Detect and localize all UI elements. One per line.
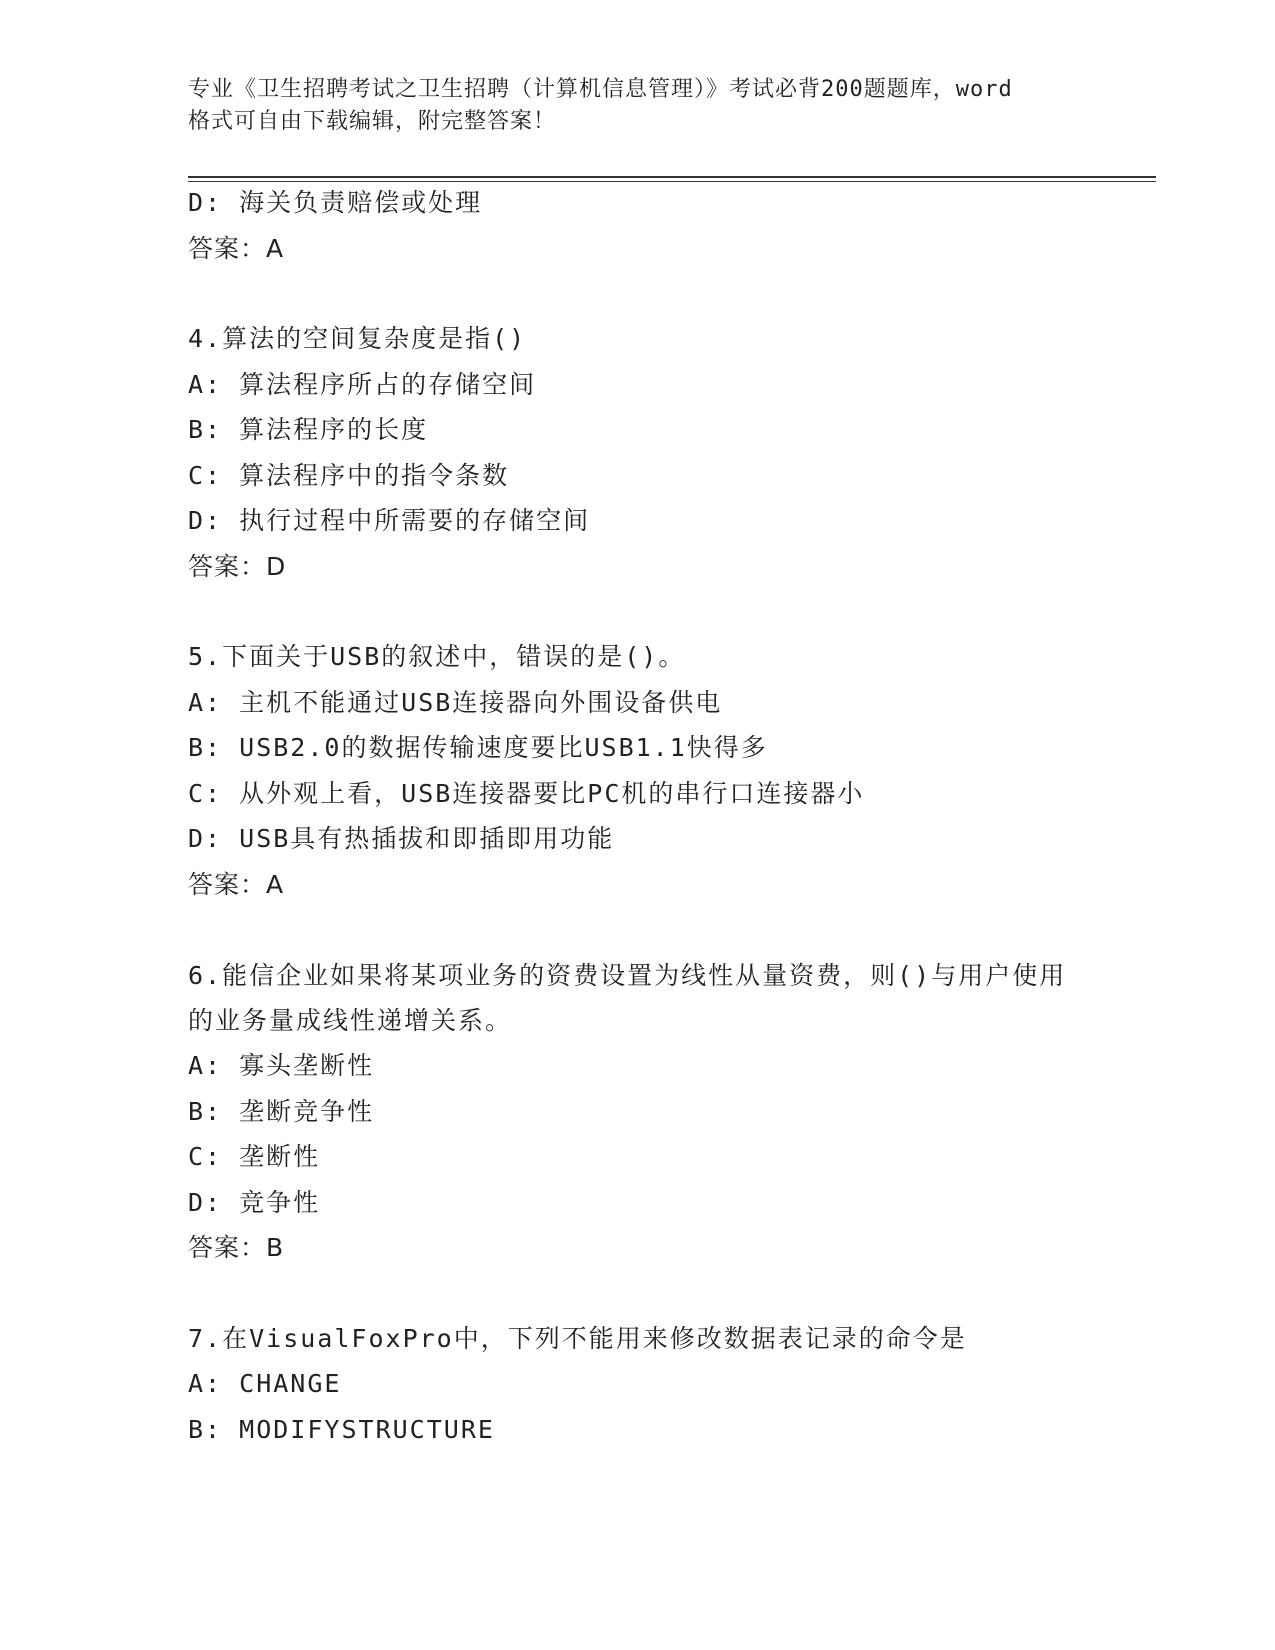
spacer — [188, 1279, 1088, 1324]
option-a: A: 寡头垄断性 — [188, 1051, 375, 1080]
option-c: C: 垄断性 — [188, 1142, 321, 1171]
question-stem: 7.在VisualFoxPro中，下列不能用来修改数据表记录的命令是 — [188, 1323, 967, 1353]
question-block-4 — [188, 324, 1088, 582]
header-divider-thin — [188, 181, 1156, 182]
answer-line: 答案：D — [188, 551, 287, 581]
option-a: A: 算法程序所占的存储空间 — [188, 369, 537, 399]
option-d: D: 竞争性 — [188, 1187, 321, 1217]
question-list — [188, 188, 1088, 1460]
header-divider-thick — [188, 176, 1156, 178]
question-block-6 — [188, 953, 1088, 1263]
question-stem: 5.下面关于USB的叙述中，错误的是()。 — [188, 642, 686, 671]
question-block-7 — [188, 1324, 1088, 1445]
spacer — [188, 279, 1088, 324]
option-a: A: CHANGE — [188, 1369, 342, 1398]
option-b: B: 算法程序的长度 — [188, 415, 429, 444]
document-header — [188, 74, 1088, 138]
option-c: C: 算法程序中的指令条数 — [188, 460, 510, 490]
question-stem: 4.算法的空间复杂度是指() — [188, 324, 527, 353]
option-d: D: 执行过程中所需要的存储空间 — [188, 506, 591, 535]
header-title-line-2: 格式可自由下载编辑，附完整答案！ — [188, 109, 557, 134]
option-d: D: USB具有热插拔和即插即用功能 — [188, 824, 615, 853]
option-c: C: 从外观上看，USB连接器要比PC机的串行口连接器小 — [188, 778, 865, 808]
option-d: D: 海关负责赔偿或处理 — [188, 188, 483, 217]
option-a: A: 主机不能通过USB连接器向外围设备供电 — [188, 687, 723, 717]
spacer — [188, 597, 1088, 642]
option-b: B: USB2.0的数据传输速度要比USB1.1快得多 — [188, 733, 768, 762]
option-b: B: 垄断竞争性 — [188, 1096, 375, 1126]
answer-line: 答案：A — [188, 233, 285, 263]
answer-line: 答案：A — [188, 869, 285, 899]
option-b: B: MODIFYSTRUCTURE — [188, 1414, 495, 1444]
question-block-5 — [188, 642, 1088, 900]
question-block-prev — [188, 188, 1088, 264]
question-stem: 6.能信企业如果将某项业务的资费设置为线性从量资费，则()与用户使用的业务量成线性递增关系。 — [188, 961, 1067, 1035]
header-title-line-1: 专业《卫生招聘考试之卫生招聘（计算机信息管理）》考试必背200题题库，word — [188, 77, 1013, 102]
answer-line: 答案：B — [188, 1233, 285, 1262]
